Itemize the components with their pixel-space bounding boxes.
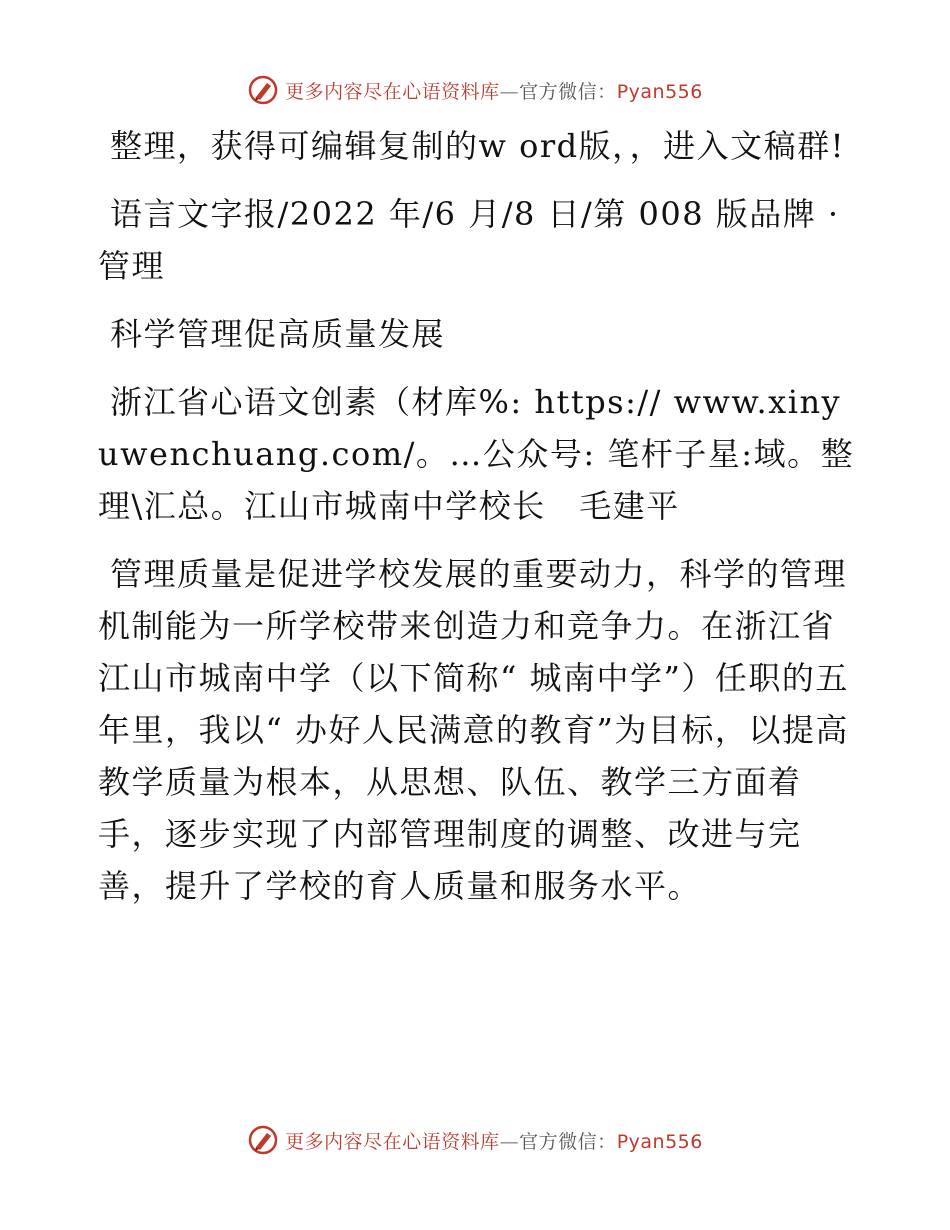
document-body — [98, 120, 858, 932]
banner-separator: — — [499, 80, 520, 103]
footer-banner — [0, 1120, 950, 1160]
banner-wechat-handle: Pyan556 — [616, 1130, 703, 1153]
source-line: 语言文字报/2022 年/6 月/8 日/第 008 版品牌 · 管理 — [98, 195, 840, 285]
banner-text — [285, 77, 703, 104]
banner-wechat-label: 官方微信： — [519, 80, 617, 103]
header-banner — [0, 70, 950, 110]
intro-paragraph: 整理，获得可编辑复制的w ord版，，进入文稿群! — [110, 127, 845, 165]
banner-wechat-handle: Pyan556 — [616, 80, 703, 103]
article-title: 科学管理促高质量发展 — [110, 315, 446, 353]
pen-circle-logo-icon — [247, 74, 279, 106]
pen-circle-logo-icon — [247, 1124, 279, 1156]
banner-main-text: 更多内容尽在心语资料库 — [285, 1130, 500, 1153]
banner-main-text: 更多内容尽在心语资料库 — [285, 80, 500, 103]
body-paragraph: 管理质量是促进学校发展的重要动力，科学的管理机制能为一所学校带来创造力和竞争力。在浙江省江山市城南中学（以下简称“ 城南中学”）任职的五年里，我以“ 办好人民满意的教育”为目标，以提高教学质量为根本，从思想、队伍、教学三方面着手，逐步实现了内部管理制度的调整、改进与完善，提升了学校的育人质量和服务水平。 — [98, 555, 849, 905]
author-line: 浙江省心语文创素（材库%: https:// www.xinyuwenchuang.com/。…公众号: 笔杆子星:域。整理\汇总。江山市城南中学校长 毛建平 — [98, 383, 855, 525]
banner-wechat-label: 官方微信： — [519, 1130, 617, 1153]
banner-text — [285, 1127, 703, 1154]
banner-separator: — — [499, 1130, 520, 1153]
